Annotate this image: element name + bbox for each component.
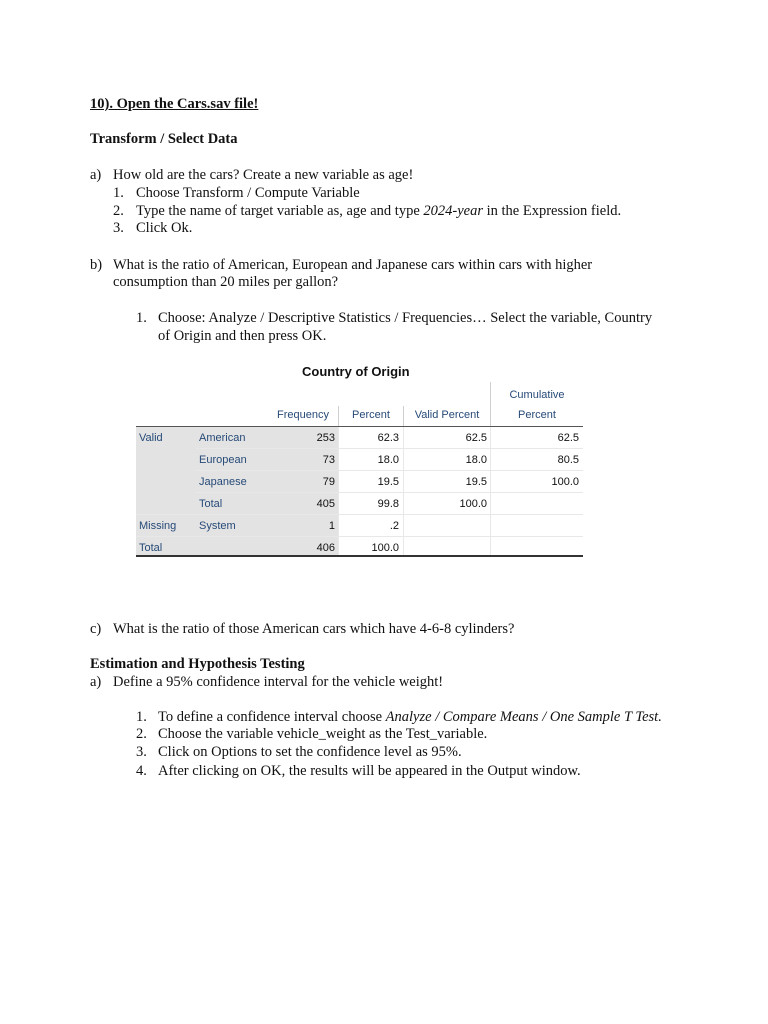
step-number: 3. [136,744,147,760]
column-header-percent: Percent [352,409,390,421]
step-text: Choose Transform / Compute Variable [136,185,360,201]
question-b-line2: consumption than 20 miles per gallon? [113,274,339,290]
step-text-line1: Choose: Analyze / Descriptive Statistics / Frequencies… Select the variable, Country [158,310,653,326]
column-header-cumulative: Cumulative [509,389,565,401]
group-label-total: Total [139,542,163,554]
row-label: Japanese [199,476,247,488]
cell-valid-percent: 100.0 [459,498,487,510]
step-number: 1. [136,310,147,326]
row-label: System [199,520,236,532]
step-text: Click on Options to set the confidence level as 95%. [158,744,462,760]
step-text-pre: To define a confidence interval choose [158,709,386,725]
step-number: 4. [136,763,147,779]
column-divider [403,427,404,555]
step-number: 3. [113,220,124,236]
question-c-marker: c) [90,621,102,637]
question-c-text: What is the ratio of those American cars which have 4-6-8 cylinders? [113,621,515,637]
column-header-frequency: Frequency [277,409,329,421]
cell-cumulative: 62.5 [557,432,579,444]
cell-valid-percent: 18.0 [465,454,487,466]
question-a-marker: a) [90,167,102,183]
cell-frequency: 79 [322,476,335,488]
step-text-pre: Type the name of target variable as, age and type [136,203,424,219]
cell-cumulative: 80.5 [557,454,579,466]
question-b-marker: b) [90,257,103,273]
cell-percent: 100.0 [371,542,399,554]
step-text-line2: of Origin and then press OK. [158,328,327,344]
step-text: After clicking on OK, the results will be appeared in the Output window. [158,763,581,779]
step-number: 2. [136,726,147,742]
step-number: 1. [113,185,124,201]
header-divider [338,406,339,426]
row-label: Total [199,498,223,510]
column-divider [490,427,491,555]
header-divider [403,406,404,426]
cell-percent: 18.0 [377,454,399,466]
cell-valid-percent: 19.5 [465,476,487,488]
column-divider [338,427,339,555]
step-text-emphasis: 2024-year [423,203,483,219]
group-label-missing: Missing [139,520,177,532]
cell-valid-percent: 62.5 [465,432,487,444]
question-b-line1: What is the ratio of American, European and Japanese cars within cars with higher [113,257,593,273]
cell-frequency: 73 [322,454,335,466]
step-number: 2. [113,203,124,219]
cell-frequency: 253 [316,432,335,444]
step-text-post: in the Expression field. [482,203,622,219]
step-text: Click Ok. [136,220,193,236]
cell-frequency: 406 [316,542,335,554]
step-number: 1. [136,709,147,725]
section-title-transform: Transform / Select Data [90,131,238,147]
cell-percent: 19.5 [377,476,399,488]
document-heading: 10). Open the Cars.sav file! [90,96,259,112]
column-header-valid-percent: Valid Percent [414,409,480,421]
group-label-valid: Valid [139,432,163,444]
question-a2-marker: a) [90,674,102,690]
header-divider [490,382,491,426]
question-a-text: How old are the cars? Create a new variable as age! [113,167,414,183]
cell-percent: 99.8 [377,498,399,510]
row-label: American [199,432,246,444]
question-a2-text: Define a 95% confidence interval for the vehicle weight! [113,674,444,690]
column-header-cumulative-percent: Percent [518,409,556,421]
step-text: Choose the variable vehicle_weight as the Test_variable. [158,726,488,742]
cell-percent: .2 [389,520,399,532]
step-text [136,202,621,220]
table-title: Country of Origin [302,364,410,379]
cell-cumulative: 100.0 [551,476,579,488]
row-label: European [199,454,247,466]
cell-frequency: 405 [316,498,335,510]
step-text [158,708,662,726]
cell-percent: 62.3 [377,432,399,444]
cell-frequency: 1 [328,520,335,532]
section-title-estimation: Estimation and Hypothesis Testing [90,656,305,672]
step-text-emphasis: Analyze / Compare Means / One Sample T Test. [385,709,662,725]
